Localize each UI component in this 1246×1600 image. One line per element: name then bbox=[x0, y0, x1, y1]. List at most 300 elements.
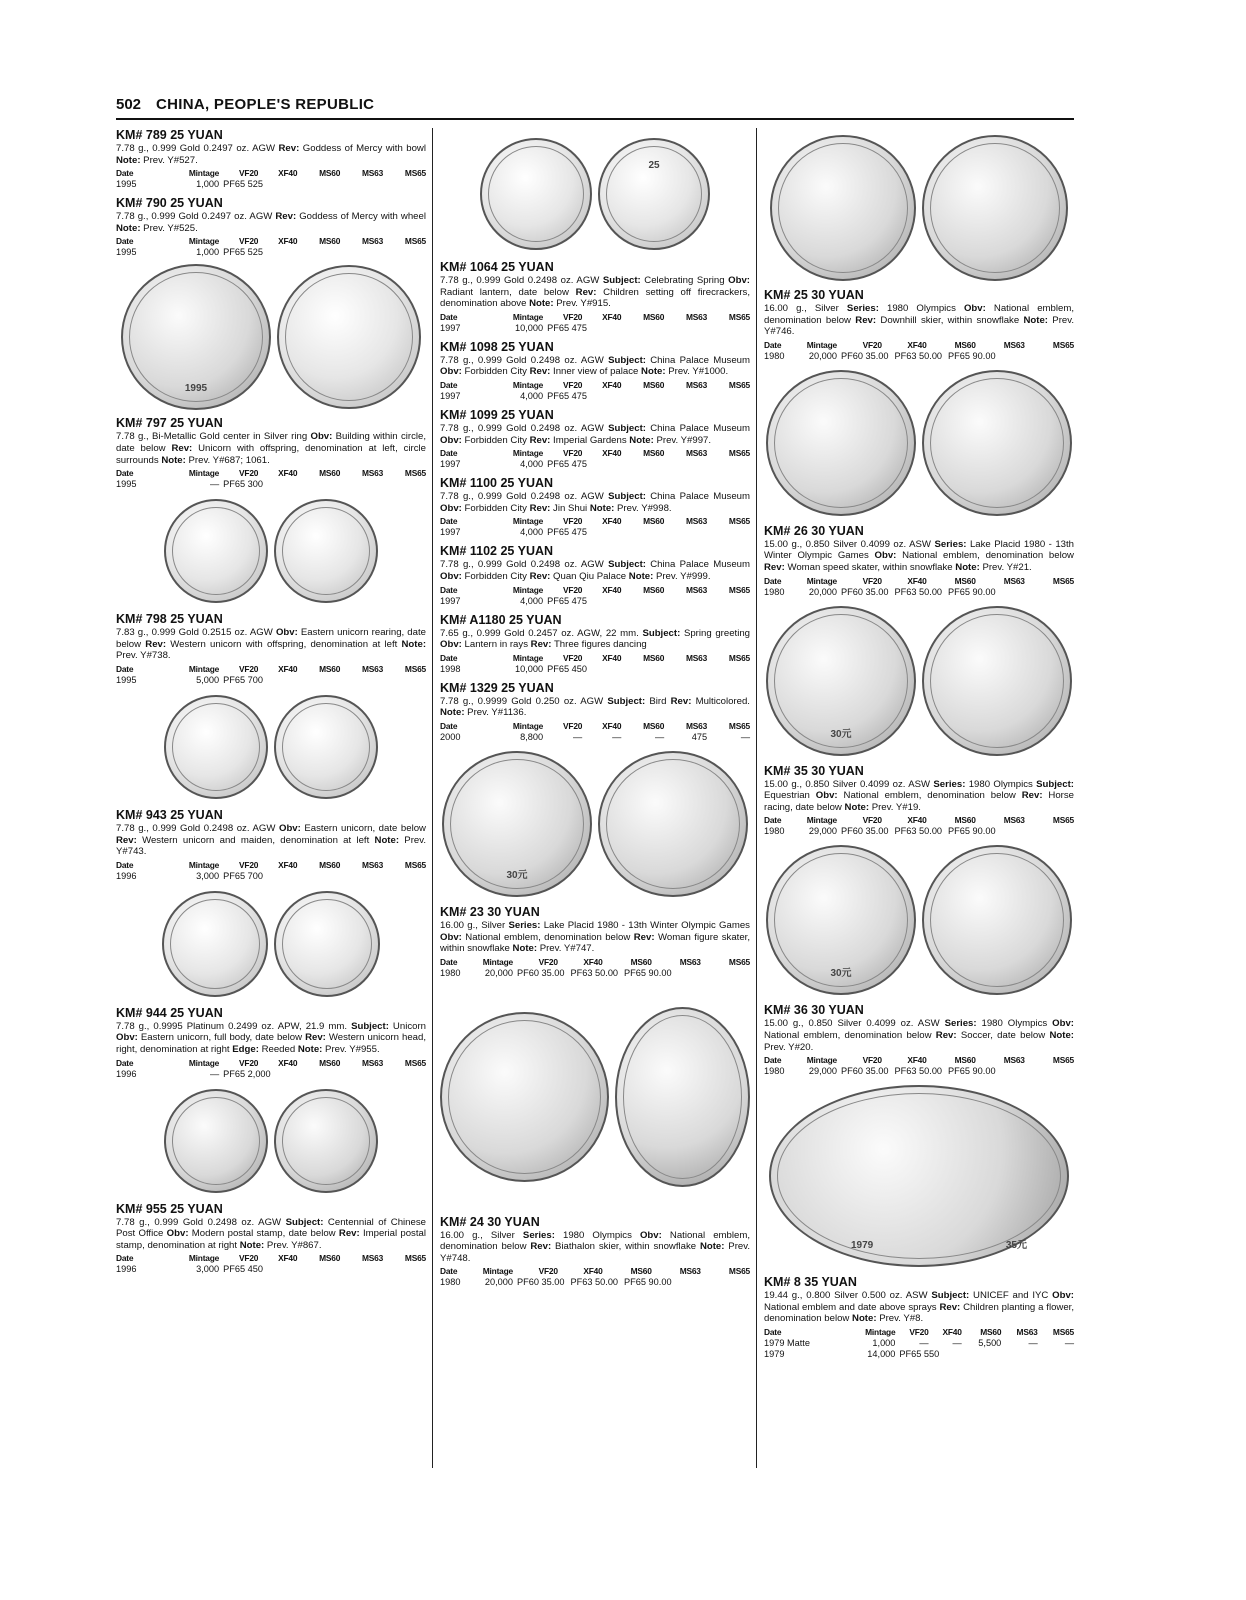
catalog-entry bbox=[440, 340, 750, 402]
table-row bbox=[116, 179, 426, 190]
table-row bbox=[764, 1349, 1074, 1360]
coin-reverse-image bbox=[274, 891, 380, 997]
table-header-cell: MS60 bbox=[643, 379, 665, 390]
price-value: PF60 35.00 bbox=[841, 1066, 889, 1077]
table-header-cell: XF40 bbox=[602, 448, 622, 459]
table-cell: 1980 bbox=[764, 1066, 785, 1077]
table-header-cell: XF40 bbox=[278, 1057, 298, 1068]
coin-images bbox=[764, 843, 1074, 997]
table-header-cell: Date bbox=[116, 1057, 134, 1068]
column-3 bbox=[764, 128, 1074, 1366]
coin-reverse-image bbox=[598, 138, 710, 250]
entry-description: 7.65 g., 0.999 Gold 0.2457 oz. AGW, 22 mm. Subject: Spring greeting Obv: Lantern in rays Rev: Three figures dancing bbox=[440, 627, 750, 651]
price-table bbox=[764, 576, 1074, 598]
table-header-cell: Mintage bbox=[482, 1266, 514, 1277]
table-cell: 20,000 bbox=[484, 967, 514, 978]
table-cell: 20,000 bbox=[484, 1277, 514, 1288]
table-header-row bbox=[116, 168, 426, 179]
table-header-cell: MS65 bbox=[1052, 575, 1074, 586]
entry-description: 16.00 g., Silver Series: 1980 Olympics Obv: National emblem, denomination below Rev: Downhill skier, within snowflake Note: Prev. Y#746. bbox=[764, 303, 1074, 338]
catalog-entry bbox=[116, 1202, 426, 1276]
table-header-cell: MS60 bbox=[643, 720, 665, 731]
entry-description: 19.44 g., 0.800 Silver 0.500 oz. ASW Subject: UNICEF and IYC Obv: National emblem and date above sprays Rev: Children planting a flower, denomination below Note: Prev. Y#8. bbox=[764, 1290, 1075, 1325]
table-row bbox=[440, 664, 750, 675]
entry-description: 16.00 g., Silver Series: 1980 Olympics Obv: National emblem, denomination below Rev: Biathalon skier, within snowflake Note: Prev. Y#748. bbox=[440, 1229, 750, 1264]
table-header-cell: VF20 bbox=[563, 379, 583, 390]
page-header bbox=[116, 96, 1074, 120]
coin-images bbox=[116, 1086, 426, 1196]
table-header-row bbox=[440, 380, 750, 391]
coin-reverse-image bbox=[274, 499, 378, 603]
price-table bbox=[764, 1327, 1074, 1360]
table-cell bbox=[837, 587, 1074, 598]
catalog-entry bbox=[116, 128, 426, 190]
table-cell: 1,000 bbox=[872, 1337, 896, 1348]
table-header-cell: MS60 bbox=[643, 311, 665, 322]
table-row bbox=[764, 351, 1074, 362]
entry-title: KM# 8 35 YUAN bbox=[764, 1275, 857, 1290]
table-header-cell: MS60 bbox=[954, 815, 976, 826]
table-header-row bbox=[764, 340, 1074, 351]
table-header-cell: XF40 bbox=[602, 720, 622, 731]
price-table bbox=[440, 585, 750, 607]
coin-obverse-image bbox=[442, 751, 592, 897]
price-table bbox=[440, 653, 750, 675]
table-cell: 4,000 bbox=[520, 527, 544, 538]
table-cell bbox=[895, 1349, 1074, 1360]
entry-description: 7.78 g., 0.9999 Gold 0.250 oz. AGW Subject: Bird Rev: Multicolored. Note: Prev. Y#1136. bbox=[440, 695, 750, 719]
table-cell: 1979 bbox=[764, 1348, 785, 1359]
table-header-cell: Date bbox=[116, 663, 134, 674]
table-cell: 1997 bbox=[440, 527, 461, 538]
catalog-entry bbox=[116, 416, 426, 490]
price-value: PF63 50.00 bbox=[570, 967, 619, 978]
entry-title: KM# 1064 25 YUAN bbox=[440, 260, 554, 274]
price-table bbox=[116, 1058, 426, 1080]
table-header-cell: XF40 bbox=[602, 584, 622, 595]
table-header-cell: VF20 bbox=[239, 1253, 259, 1264]
table-header-row bbox=[116, 664, 426, 675]
price-table bbox=[116, 1253, 426, 1275]
table-row bbox=[440, 968, 750, 979]
table-cell: — bbox=[952, 1337, 962, 1348]
price-value: PF65 450 bbox=[547, 663, 587, 674]
catalog-entry bbox=[116, 196, 426, 258]
table-header-cell: MS63 bbox=[362, 468, 384, 479]
table-cell: 1997 bbox=[440, 322, 461, 333]
table-header-row bbox=[116, 860, 426, 871]
table-cell bbox=[837, 826, 1074, 837]
table-cell: — bbox=[1064, 1337, 1074, 1348]
coin-obverse-image bbox=[480, 138, 592, 250]
table-cell bbox=[543, 323, 750, 334]
coin-reverse-image bbox=[274, 1089, 378, 1193]
table-cell: 2000 bbox=[440, 731, 461, 742]
table-header-cell: Date bbox=[440, 584, 458, 595]
table-header-cell: MS65 bbox=[404, 468, 426, 479]
catalog-entry bbox=[764, 1003, 1074, 1077]
catalog-entry bbox=[440, 260, 750, 334]
table-cell: 1995 bbox=[116, 179, 137, 190]
table-header-cell: MS63 bbox=[1003, 815, 1025, 826]
price-value: PF60 35.00 bbox=[841, 586, 889, 597]
price-value: PF65 300 bbox=[223, 479, 263, 490]
price-value: PF63 50.00 bbox=[570, 1277, 619, 1288]
price-value: PF65 475 bbox=[547, 595, 587, 606]
price-value: PF65 2,000 bbox=[223, 1068, 271, 1079]
table-header-cell: XF40 bbox=[583, 956, 603, 967]
table-cell: 10,000 bbox=[515, 663, 544, 674]
entry-description: 7.78 g., 0.999 Gold 0.2498 oz. AGW Subject: China Palace Museum Obv: Forbidden City Rev: Imperial Gardens Note: Prev. Y#997. bbox=[440, 422, 750, 446]
price-value: PF65 525 bbox=[223, 247, 263, 258]
catalog-entry bbox=[116, 612, 426, 686]
table-cell bbox=[219, 479, 426, 490]
table-cell: 20,000 bbox=[808, 586, 838, 597]
price-value: PF63 50.00 bbox=[894, 350, 943, 361]
table-cell bbox=[837, 351, 1074, 362]
table-header-cell: Date bbox=[440, 311, 458, 322]
table-header-cell: XF40 bbox=[907, 815, 927, 826]
price-table bbox=[764, 815, 1074, 837]
column-divider bbox=[756, 128, 757, 1468]
table-header-cell: MS65 bbox=[728, 584, 750, 595]
table-cell: 4,000 bbox=[520, 390, 544, 401]
table-cell: 1,000 bbox=[196, 179, 220, 190]
entry-title: KM# 23 30 YUAN bbox=[440, 904, 540, 919]
table-header-cell: Date bbox=[440, 516, 458, 527]
table-header-cell: MS63 bbox=[686, 720, 708, 731]
table-header-cell: Mintage bbox=[188, 468, 220, 479]
entry-title: KM# 35 30 YUAN bbox=[764, 763, 864, 778]
table-header-cell: XF40 bbox=[278, 1253, 298, 1264]
table-cell: 1995 bbox=[116, 479, 137, 490]
table-row bbox=[440, 596, 750, 607]
table-header-cell: VF20 bbox=[239, 236, 259, 247]
entry-title: KM# 943 25 YUAN bbox=[116, 807, 223, 822]
coin-denomination-label: 30元 bbox=[830, 728, 852, 740]
table-header-cell: Mintage bbox=[512, 652, 544, 663]
price-value: PF65 90.00 bbox=[948, 826, 996, 837]
table-row bbox=[440, 527, 750, 538]
price-table bbox=[116, 236, 426, 258]
table-header-cell: XF40 bbox=[602, 516, 622, 527]
coin-reverse-image bbox=[922, 135, 1068, 281]
table-header-cell: VF20 bbox=[862, 575, 882, 586]
coin-reverse-image bbox=[922, 606, 1072, 756]
table-header-row bbox=[764, 1055, 1074, 1066]
price-table bbox=[764, 340, 1074, 362]
table-row bbox=[116, 675, 426, 686]
table-row bbox=[764, 826, 1074, 837]
table-header-cell: MS60 bbox=[319, 663, 341, 674]
table-header-row bbox=[764, 1327, 1074, 1338]
entry-title: KM# 1099 25 YUAN bbox=[440, 407, 554, 422]
table-header-cell: XF40 bbox=[602, 311, 622, 322]
price-table bbox=[440, 448, 750, 470]
entry-title: KM# 790 25 YUAN bbox=[116, 196, 223, 211]
table-row bbox=[116, 871, 426, 882]
table-header-cell: VF20 bbox=[862, 1055, 882, 1066]
table-cell: 1980 bbox=[440, 1277, 461, 1288]
entry-description: 7.78 g., 0.999 Gold 0.2498 oz. AGW Subject: Centennial of Chinese Post Office Obv: Modern postal stamp, date below Rev: Imperial postal stamp, denomination at right Note: Prev. Y#867. bbox=[116, 1216, 426, 1251]
table-header-cell: MS65 bbox=[1052, 1326, 1074, 1337]
table-cell: 1980 bbox=[764, 586, 785, 597]
catalog-entry bbox=[440, 408, 750, 470]
price-value: PF60 35.00 bbox=[517, 1277, 565, 1288]
table-cell: — bbox=[655, 731, 665, 742]
table-header-cell: VF20 bbox=[563, 448, 583, 459]
entry-description: 15.00 g., 0.850 Silver 0.4099 oz. ASW Series: Lake Placid 1980 - 13th Winter Olympic Games Obv: National emblem, denomination below Rev: Woman speed skater, within snowflake Note: Prev. Y#21. bbox=[764, 538, 1074, 573]
table-header-cell: Mintage bbox=[806, 575, 838, 586]
table-header-cell: MS63 bbox=[686, 379, 708, 390]
entry-title: KM# 944 25 YUAN bbox=[116, 1005, 223, 1020]
coin-denomination-label: 35元 bbox=[1005, 1240, 1027, 1252]
entry-description: 7.78 g., 0.999 Gold 0.2498 oz. AGW Subject: Celebrating Spring Obv: Radiant lantern, date below Rev: Children setting off firecrackers, denomination above Note: Prev. Y#915. bbox=[440, 275, 750, 310]
price-table bbox=[440, 957, 750, 979]
entry-description: 15.00 g., 0.850 Silver 0.4099 oz. ASW Series: 1980 Olympics Obv: National emblem, denomination below Rev: Soccer, date below Note: Prev. Y#20. bbox=[764, 1018, 1074, 1053]
table-header-cell: Mintage bbox=[188, 168, 220, 179]
table-header-cell: Mintage bbox=[188, 236, 220, 247]
price-value: PF65 90.00 bbox=[624, 1277, 672, 1288]
coin-images bbox=[116, 888, 426, 1000]
table-header-cell: MS60 bbox=[630, 1266, 652, 1277]
table-header-cell: MS63 bbox=[1016, 1326, 1038, 1337]
table-header-cell: MS63 bbox=[362, 859, 384, 870]
table-cell bbox=[219, 871, 426, 882]
coin-denomination-label: 25 bbox=[648, 160, 660, 171]
table-header-cell: VF20 bbox=[239, 1057, 259, 1068]
table-cell: 1996 bbox=[116, 1068, 137, 1079]
price-value: PF63 50.00 bbox=[894, 1066, 943, 1077]
table-row bbox=[116, 479, 426, 490]
entry-title: KM# 789 25 YUAN bbox=[116, 128, 223, 142]
price-value: PF65 90.00 bbox=[948, 350, 996, 361]
table-header-cell: Date bbox=[764, 815, 782, 826]
table-header-cell: VF20 bbox=[862, 339, 882, 350]
table-header-cell: MS63 bbox=[686, 652, 708, 663]
entry-title: KM# 1329 25 YUAN bbox=[440, 680, 554, 695]
table-cell: 1996 bbox=[116, 870, 137, 881]
page-number: 502 bbox=[116, 96, 142, 113]
table-row bbox=[440, 1277, 750, 1288]
table-header-cell: Mintage bbox=[806, 339, 838, 350]
table-header-row bbox=[440, 1266, 750, 1277]
table-cell: 1980 bbox=[764, 350, 785, 361]
table-row bbox=[764, 587, 1074, 598]
table-header-cell: MS60 bbox=[319, 859, 341, 870]
table-cell: 4,000 bbox=[520, 459, 544, 470]
price-table bbox=[116, 860, 426, 882]
price-table bbox=[440, 312, 750, 334]
table-row bbox=[440, 391, 750, 402]
table-header-cell: Date bbox=[764, 575, 782, 586]
column-divider bbox=[432, 128, 433, 1468]
entry-description: 7.78 g., 0.9995 Platinum 0.2499 oz. APW, 21.9 mm. Subject: Unicorn Obv: Eastern unicorn, full body, date below Rev: Western unicorn head, right, denomination at right Edge: Reeded Note: Prev. Y#955. bbox=[116, 1020, 427, 1055]
table-cell: 1979 Matte bbox=[764, 1337, 810, 1348]
price-table bbox=[116, 664, 426, 686]
table-header-cell: Date bbox=[764, 1055, 782, 1066]
table-header-cell: Date bbox=[116, 236, 134, 247]
table-header-cell: XF40 bbox=[583, 1266, 603, 1277]
table-cell: — bbox=[1028, 1337, 1038, 1348]
table-header-cell: Mintage bbox=[512, 379, 544, 390]
table-header-cell: MS60 bbox=[319, 468, 341, 479]
price-table bbox=[116, 468, 426, 490]
price-table bbox=[440, 1266, 750, 1288]
table-cell: 8,800 bbox=[520, 731, 544, 742]
entry-title: KM# 26 30 YUAN bbox=[764, 523, 864, 538]
table-header-cell: MS65 bbox=[728, 720, 750, 731]
price-value: PF65 700 bbox=[223, 674, 263, 685]
table-header-cell: XF40 bbox=[602, 652, 622, 663]
table-header-cell: MS63 bbox=[679, 956, 701, 967]
catalog-entry bbox=[764, 1275, 1074, 1360]
table-header-cell: MS63 bbox=[362, 1057, 384, 1068]
table-cell: 1998 bbox=[440, 663, 461, 674]
table-cell bbox=[219, 179, 426, 190]
coin-images bbox=[440, 134, 750, 254]
table-cell bbox=[219, 1069, 426, 1080]
table-cell bbox=[219, 247, 426, 258]
table-header-cell: Date bbox=[440, 1266, 458, 1277]
coin-conjoined-image bbox=[769, 1085, 1069, 1267]
table-cell: 1996 bbox=[116, 1264, 137, 1275]
table-header-cell: Mintage bbox=[806, 1055, 838, 1066]
entry-title: KM# 1100 25 YUAN bbox=[440, 476, 554, 491]
table-header-cell: MS65 bbox=[728, 379, 750, 390]
table-header-cell: MS60 bbox=[643, 516, 665, 527]
table-cell: 10,000 bbox=[515, 322, 544, 333]
table-cell bbox=[513, 1277, 750, 1288]
table-cell: — bbox=[612, 731, 622, 742]
entry-description: 7.83 g., 0.999 Gold 0.2515 oz. AGW Obv: Eastern unicorn rearing, date below Rev: Western unicorn with offspring, denomination at left Note: Prev. Y#738. bbox=[116, 627, 427, 662]
table-cell: 1,000 bbox=[196, 247, 220, 258]
table-header-cell: Date bbox=[440, 720, 458, 731]
table-header-cell: VF20 bbox=[563, 311, 583, 322]
table-header-cell: MS65 bbox=[404, 663, 426, 674]
entry-title: KM# 797 25 YUAN bbox=[116, 416, 223, 431]
table-header-cell: Mintage bbox=[188, 1253, 220, 1264]
price-table bbox=[440, 721, 750, 743]
table-cell: — bbox=[919, 1337, 929, 1348]
table-header-row bbox=[440, 448, 750, 459]
table-header-cell: VF20 bbox=[563, 516, 583, 527]
table-header-cell: Mintage bbox=[188, 859, 220, 870]
price-table bbox=[116, 168, 426, 190]
catalog-entry bbox=[440, 905, 750, 979]
price-value: PF65 700 bbox=[223, 870, 263, 881]
catalog-entry bbox=[116, 808, 426, 882]
table-header-cell: VF20 bbox=[538, 1266, 558, 1277]
table-cell: — bbox=[209, 1068, 220, 1079]
table-header-cell: MS63 bbox=[1003, 339, 1025, 350]
table-header-cell: Date bbox=[116, 859, 134, 870]
table-cell: 1997 bbox=[440, 459, 461, 470]
table-row bbox=[116, 1264, 426, 1275]
coin-reverse-image bbox=[598, 751, 748, 897]
coin-reverse-image bbox=[922, 370, 1072, 516]
table-header-cell: MS60 bbox=[319, 1253, 341, 1264]
table-header-cell: VF20 bbox=[563, 652, 583, 663]
entry-title: KM# 36 30 YUAN bbox=[764, 1003, 864, 1018]
catalog-entry bbox=[764, 764, 1074, 838]
table-header-row bbox=[440, 957, 750, 968]
entry-title: KM# 24 30 YUAN bbox=[440, 1214, 540, 1229]
table-header-row bbox=[764, 576, 1074, 587]
price-value: PF60 35.00 bbox=[841, 350, 889, 361]
table-header-cell: XF40 bbox=[907, 1055, 927, 1066]
table-cell: 3,000 bbox=[196, 1264, 220, 1275]
table-header-cell: Mintage bbox=[512, 311, 544, 322]
coin-images bbox=[116, 496, 426, 606]
table-header-cell: MS63 bbox=[686, 448, 708, 459]
table-cell: 1980 bbox=[440, 967, 461, 978]
table-cell bbox=[543, 527, 750, 538]
table-header-cell: Date bbox=[440, 379, 458, 390]
price-value: PF60 35.00 bbox=[517, 967, 565, 978]
coin-images bbox=[116, 264, 426, 410]
table-cell bbox=[543, 459, 750, 470]
price-value: PF65 90.00 bbox=[948, 1066, 996, 1077]
price-value: PF65 90.00 bbox=[948, 586, 996, 597]
table-header-cell: MS63 bbox=[362, 663, 384, 674]
table-cell: 29,000 bbox=[808, 826, 838, 837]
table-header-cell: MS63 bbox=[362, 1253, 384, 1264]
table-header-cell: XF40 bbox=[278, 168, 298, 179]
price-value: PF65 90.00 bbox=[624, 967, 672, 978]
coin-images bbox=[440, 985, 750, 1209]
table-header-cell: MS63 bbox=[686, 311, 708, 322]
table-cell: 5,500 bbox=[978, 1337, 1002, 1348]
table-cell bbox=[219, 675, 426, 686]
table-header-cell: MS60 bbox=[643, 652, 665, 663]
coin-images bbox=[764, 134, 1074, 282]
table-row bbox=[116, 1069, 426, 1080]
table-cell bbox=[837, 1066, 1074, 1077]
table-cell: 1995 bbox=[116, 674, 137, 685]
coin-obverse-image bbox=[766, 370, 916, 516]
entry-title: KM# A1180 25 YUAN bbox=[440, 612, 562, 627]
table-header-cell: XF40 bbox=[278, 663, 298, 674]
table-header-cell: Mintage bbox=[188, 663, 220, 674]
table-cell: — bbox=[573, 731, 583, 742]
entry-description: 16.00 g., Silver Series: Lake Placid 1980 - 13th Winter Olympic Games Obv: National emblem, denomination below Rev: Woman figure skater, within snowflake Note: Prev. Y#747. bbox=[440, 919, 750, 955]
table-header-cell: MS63 bbox=[686, 584, 708, 595]
table-row bbox=[440, 459, 750, 470]
table-cell: 20,000 bbox=[808, 350, 838, 361]
catalog-entry bbox=[116, 1006, 426, 1080]
table-header-cell: MS65 bbox=[404, 1253, 426, 1264]
table-header-cell: VF20 bbox=[538, 956, 558, 967]
table-header-row bbox=[116, 1253, 426, 1264]
table-header-cell: VF20 bbox=[909, 1326, 929, 1337]
coin-obverse-image bbox=[440, 1012, 609, 1182]
column-1 bbox=[116, 128, 426, 1281]
table-header-row bbox=[440, 312, 750, 323]
coin-images bbox=[764, 1083, 1074, 1269]
table-row bbox=[440, 732, 750, 743]
table-cell: 5,000 bbox=[196, 674, 220, 685]
entry-title: KM# 1102 25 YUAN bbox=[440, 544, 554, 559]
page-title: CHINA, PEOPLE'S REPUBLIC bbox=[156, 96, 375, 113]
table-header-cell: MS65 bbox=[404, 1057, 426, 1068]
table-header-cell: MS65 bbox=[728, 1266, 750, 1277]
coin-obverse-image bbox=[766, 606, 916, 756]
price-value: PF65 475 bbox=[547, 390, 587, 401]
table-header-cell: XF40 bbox=[602, 379, 622, 390]
coin-images bbox=[116, 692, 426, 802]
column-2 bbox=[440, 128, 750, 1294]
